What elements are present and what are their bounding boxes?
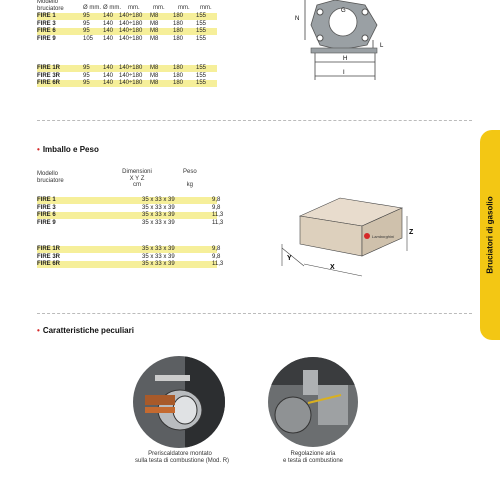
air-adjustment-photo <box>263 355 363 450</box>
packaging-section-title <box>37 145 99 154</box>
table-cell: 11,3 <box>212 261 224 267</box>
table-cell: FIRE 3 <box>37 204 56 211</box>
label-x: X <box>330 264 335 271</box>
pack-col-weight <box>183 169 197 189</box>
table-cell: 140 <box>103 35 114 42</box>
table-row <box>37 36 217 43</box>
label-h: H <box>343 56 348 62</box>
table-cell: 95 <box>83 28 90 34</box>
table-cell: M8 <box>150 80 159 86</box>
pack-weight-label: Peso <box>183 169 197 175</box>
caption-preheater <box>135 451 230 465</box>
table-cell: M8 <box>150 72 159 79</box>
unit-3: mm. <box>128 5 140 11</box>
table-cell: FIRE 6 <box>37 212 56 218</box>
label-l: L <box>380 43 384 49</box>
features-section-title <box>37 326 134 335</box>
table-cell: FIRE 6R <box>37 80 61 86</box>
table-cell: 140 <box>103 80 114 86</box>
table-cell: M8 <box>150 28 159 34</box>
table-cell: 140÷180 <box>119 35 143 42</box>
unit-4: mm. <box>153 5 165 11</box>
header-burner-label: bruciatore <box>37 5 64 12</box>
table-cell: 11,3 <box>212 219 224 226</box>
label-y: Y <box>287 255 292 262</box>
pack-burner-label: bruciatore <box>37 177 64 184</box>
pack-col-dim <box>117 169 157 189</box>
table-cell: 155 <box>196 20 207 27</box>
table-row <box>37 73 217 80</box>
table-cell: FIRE 3 <box>37 20 56 27</box>
table-cell: 140÷180 <box>119 13 143 19</box>
table-cell: 11,3 <box>212 212 224 218</box>
pack-dim-axes: X Y Z <box>129 175 145 182</box>
table-cell: 9,8 <box>212 197 221 203</box>
table-row <box>37 80 217 87</box>
packaging-title-text: Imballo e Peso <box>42 145 99 154</box>
features-title-text: Caratteristiche peculiari <box>42 326 134 335</box>
brand-logo-icon <box>364 233 370 239</box>
table-cell: M8 <box>150 35 159 42</box>
bullet-icon: • <box>37 145 40 154</box>
caption-air-line2: e testa di combustione <box>282 458 344 464</box>
table-cell: 35 x 33 x 39 <box>142 253 175 260</box>
table-row <box>37 246 221 253</box>
label-n: N <box>295 16 300 22</box>
table-cell: 35 x 33 x 39 <box>142 261 175 267</box>
table-cell: FIRE 9 <box>37 219 56 226</box>
unit-6: mm. <box>200 5 212 11</box>
table-cell: 180 <box>173 65 184 71</box>
table-cell: 35 x 33 x 39 <box>142 246 175 252</box>
table-row <box>37 65 217 72</box>
table-cell: 180 <box>173 72 184 79</box>
table-cell: 140÷180 <box>119 65 143 71</box>
table-cell: 95 <box>83 65 90 71</box>
table-row <box>37 253 221 261</box>
table-cell: FIRE 1R <box>37 65 61 71</box>
label-g: G <box>341 8 346 14</box>
table-cell: 105 <box>83 35 94 42</box>
table-row <box>37 204 221 212</box>
section-divider <box>37 120 472 121</box>
table-cell: 140 <box>103 72 114 79</box>
table-cell: 140÷180 <box>119 72 143 79</box>
table-cell: 155 <box>196 13 207 19</box>
table-cell: 35 x 33 x 39 <box>142 204 175 211</box>
table-cell: 35 x 33 x 39 <box>142 212 175 218</box>
pack-dim-label: Dimensioni <box>122 169 152 175</box>
caption-air-line1: Regolazione aria <box>290 451 336 457</box>
package-box-diagram <box>262 186 412 281</box>
table-row <box>37 28 217 35</box>
pack-model-label: Modello <box>37 171 59 177</box>
table-cell: M8 <box>150 65 159 71</box>
table-cell: 140÷180 <box>119 28 143 34</box>
table-cell: 9,8 <box>212 246 221 252</box>
top-table-header-model <box>37 0 64 12</box>
table-cell: 180 <box>173 13 184 19</box>
table-cell: 140 <box>103 13 114 19</box>
table-cell: 180 <box>173 80 184 86</box>
header-model-label: Modello <box>37 0 59 5</box>
table-cell: 155 <box>196 65 207 71</box>
table-cell: FIRE 1R <box>37 246 61 252</box>
table-cell: FIRE 9 <box>37 35 56 42</box>
table-cell: 155 <box>196 80 207 86</box>
table-row <box>37 21 217 28</box>
pack-col-model <box>37 171 64 184</box>
bullet-icon: • <box>37 326 40 335</box>
mounting-flange-diagram <box>285 0 395 95</box>
table-row <box>37 13 217 20</box>
table-cell: 155 <box>196 72 207 79</box>
unit-2: Ø mm. <box>103 5 121 11</box>
table-cell: 180 <box>173 28 184 34</box>
preheater-photo <box>125 355 233 450</box>
table-cell: 95 <box>83 72 90 79</box>
table-cell: 95 <box>83 80 90 86</box>
table-cell: 140÷180 <box>119 20 143 27</box>
table-cell: FIRE 3R <box>37 253 61 260</box>
unit-5: mm. <box>178 5 190 11</box>
label-z: Z <box>409 229 414 236</box>
table-row <box>37 261 224 268</box>
label-i: I <box>343 70 345 76</box>
table-cell: M8 <box>150 13 159 19</box>
table-cell: 155 <box>196 28 207 34</box>
table-row <box>37 212 224 219</box>
caption-preheater-line2: sulla testa di combustione (Mod. R) <box>135 458 230 464</box>
table-cell: 95 <box>83 13 90 19</box>
side-tab <box>480 130 500 340</box>
pack-weight-unit: kg <box>186 182 194 188</box>
side-tab-label: Bruciatori di gasolio <box>485 196 495 274</box>
table-row <box>37 197 221 204</box>
table-cell: 35 x 33 x 39 <box>142 197 175 203</box>
table-cell: 140 <box>103 20 114 27</box>
table-cell: 180 <box>173 20 184 27</box>
table-row <box>37 219 224 227</box>
table-cell: FIRE 3R <box>37 72 61 79</box>
table-cell: 35 x 33 x 39 <box>142 219 175 226</box>
table-cell: 140 <box>103 65 114 71</box>
table-cell: FIRE 1 <box>37 13 56 19</box>
caption-air-adjustment <box>270 451 356 465</box>
table-cell: 155 <box>196 35 207 42</box>
table-cell: 9,8 <box>212 204 221 211</box>
table-cell: 140 <box>103 28 114 34</box>
unit-1: Ø mm. <box>83 5 101 11</box>
table-cell: 95 <box>83 20 90 27</box>
pack-dim-unit: cm <box>133 182 141 188</box>
table-cell: 180 <box>173 35 184 42</box>
table-cell: FIRE 6 <box>37 28 56 34</box>
table-cell: FIRE 6R <box>37 261 61 267</box>
box-brand-text: Lamborghini <box>372 234 395 239</box>
caption-preheater-line1: Preriscaldatore montato <box>148 451 212 457</box>
table-cell: FIRE 1 <box>37 197 56 203</box>
table-cell: 9,8 <box>212 253 221 260</box>
package-box <box>300 198 402 256</box>
section-divider-2 <box>37 313 472 314</box>
table-cell: M8 <box>150 20 159 27</box>
table-cell: 140÷180 <box>119 80 143 86</box>
